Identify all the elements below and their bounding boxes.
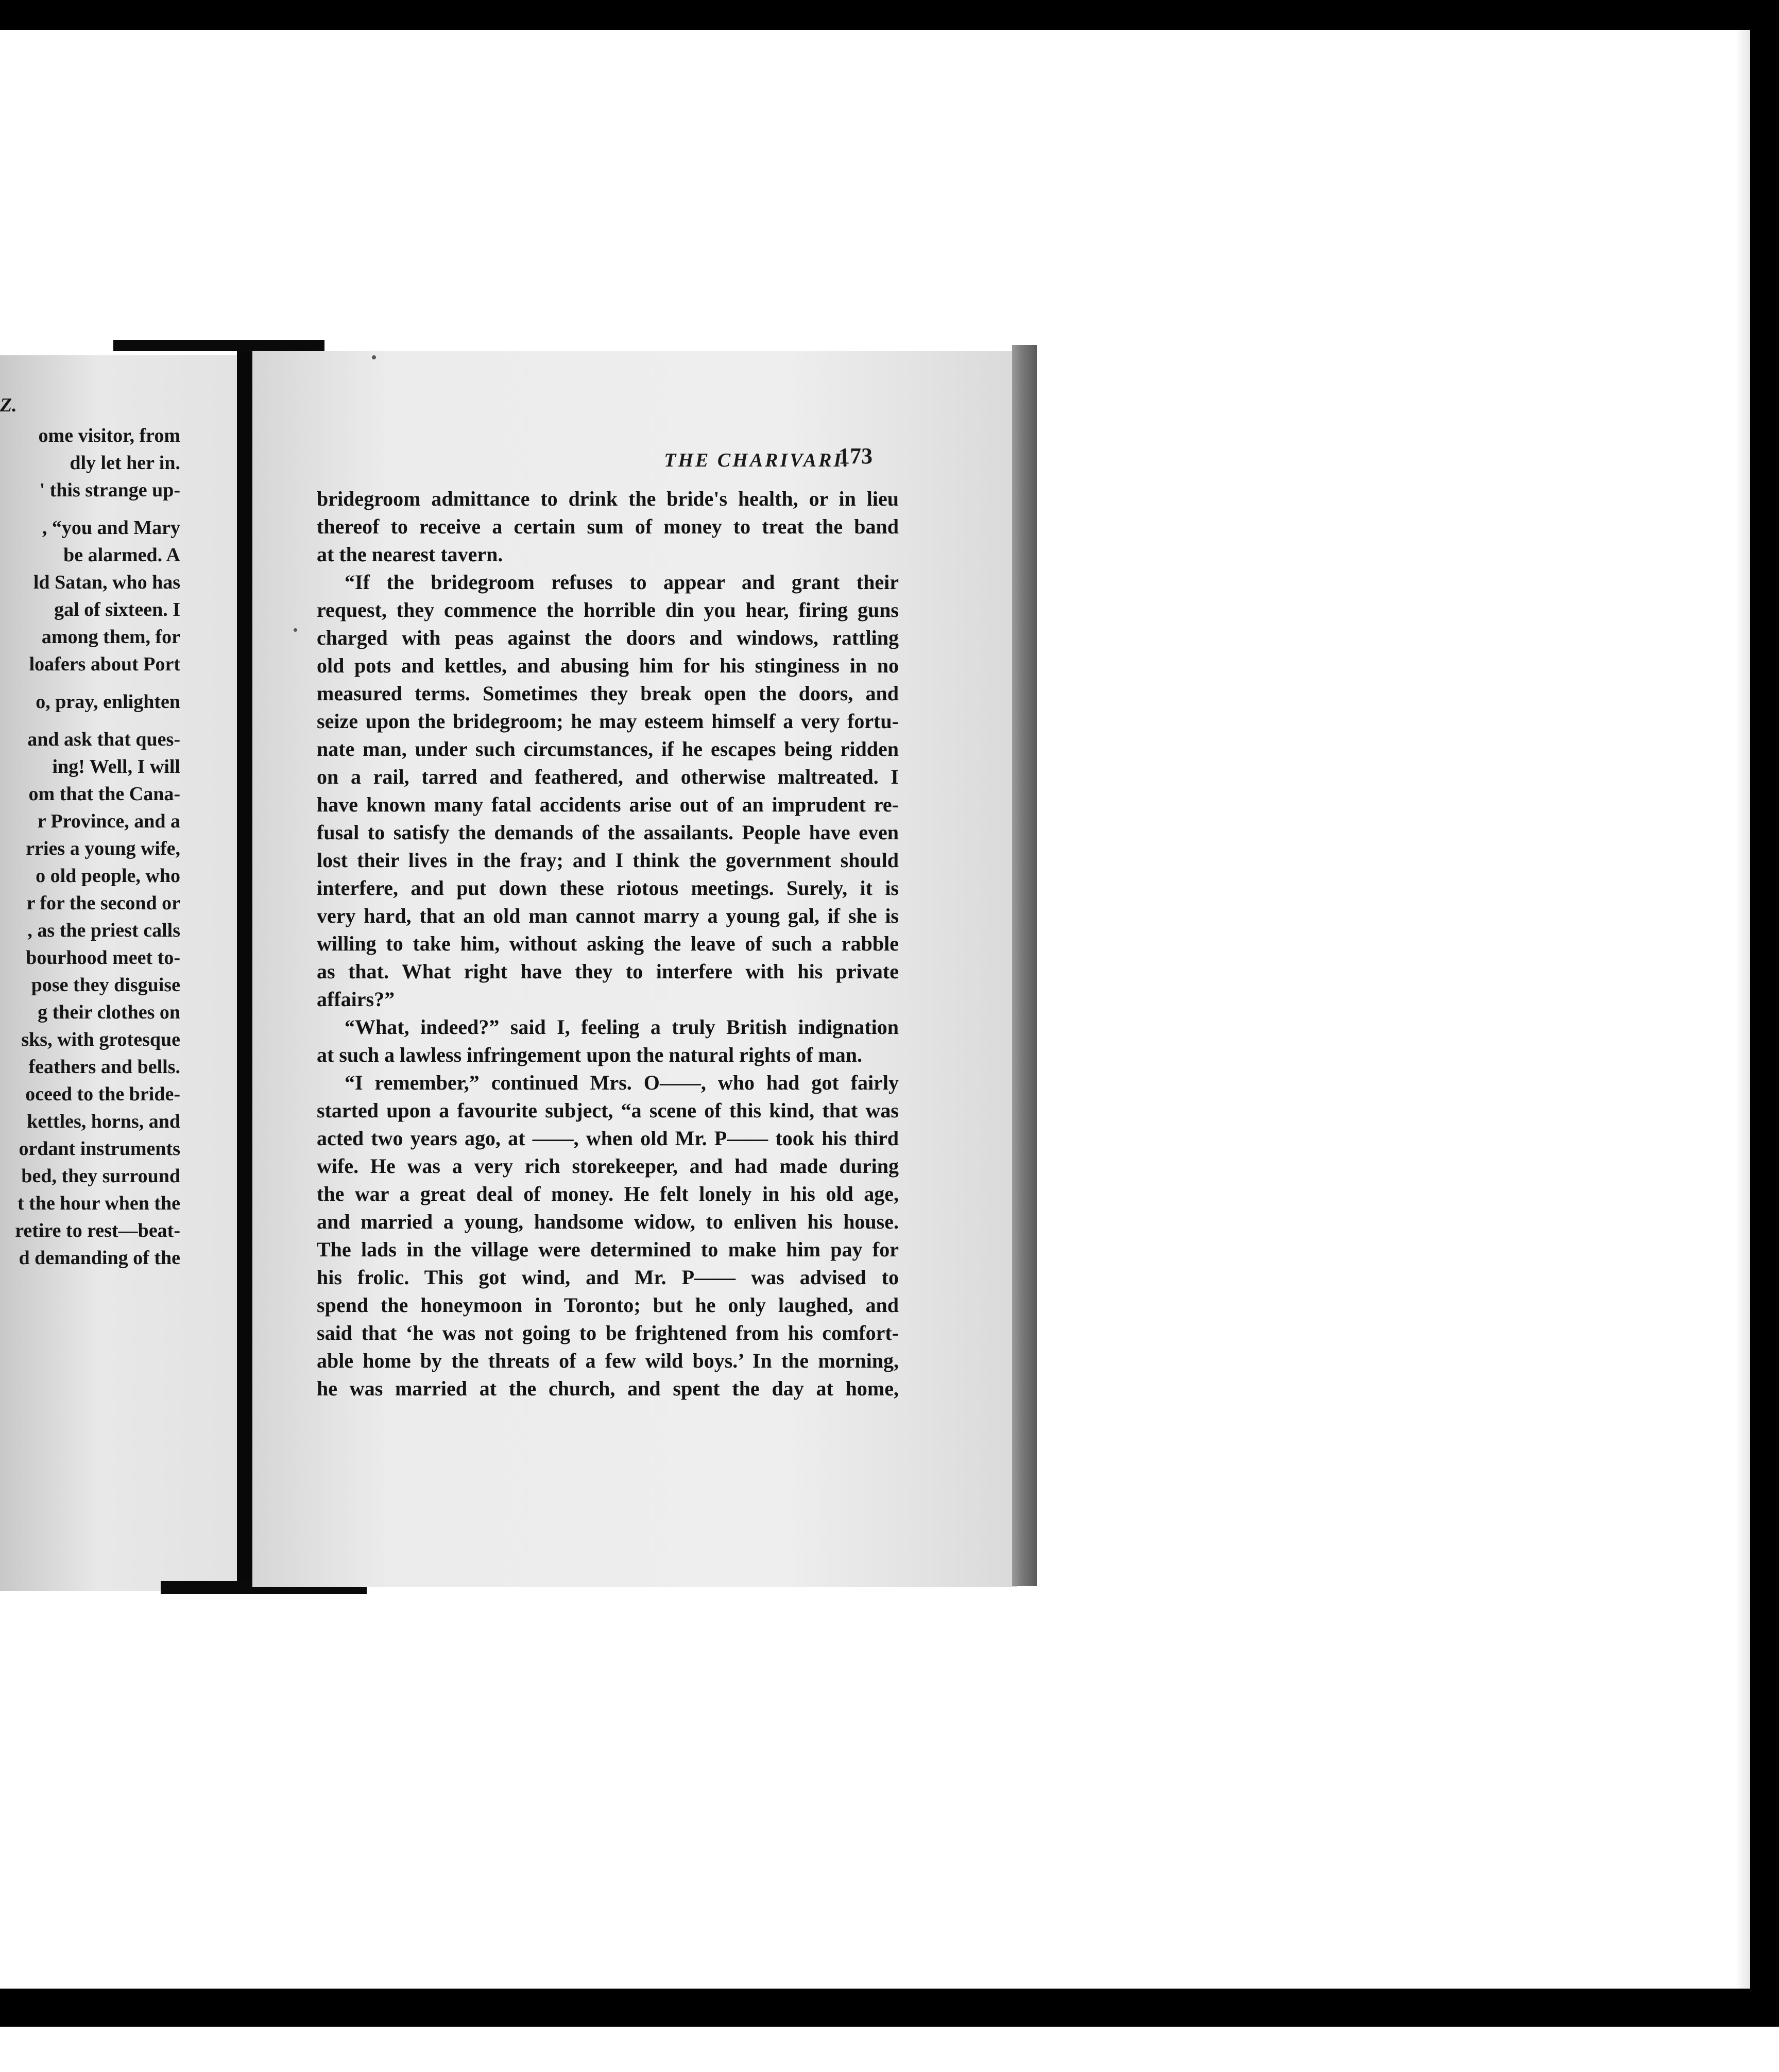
page-number: 173 bbox=[839, 443, 873, 469]
text-line: rries a young wife, bbox=[26, 838, 180, 859]
book-scan bbox=[0, 340, 1046, 1607]
text-line: , “you and Mary bbox=[42, 517, 180, 539]
page-edge bbox=[1012, 345, 1037, 1586]
text-line: among them, for bbox=[41, 626, 180, 648]
text-line: the war a great deal of money. He felt lonely in his old age, bbox=[317, 1182, 899, 1205]
page-body-text bbox=[317, 485, 899, 1403]
paragraph-gap bbox=[0, 678, 180, 688]
left-page bbox=[0, 355, 247, 1591]
left-page-text bbox=[0, 422, 180, 1272]
text-line: ing! Well, I will bbox=[52, 756, 180, 778]
text-line: retire to rest—beat- bbox=[15, 1220, 180, 1241]
text-line: seize upon the bridegroom; he may esteem himself a very fortu- bbox=[317, 710, 899, 733]
binding-clip-top bbox=[113, 340, 324, 351]
text-line: ' this strange up- bbox=[39, 479, 180, 501]
text-line: bridegroom admittance to drink the bride's health, or in lieu bbox=[317, 487, 899, 510]
scan-border-right bbox=[1750, 0, 1779, 2072]
text-line: be alarmed. A bbox=[63, 544, 180, 566]
text-line: gal of sixteen. I bbox=[54, 599, 180, 620]
text-line: and married a young, handsome widow, to enliven his house. bbox=[317, 1210, 899, 1233]
text-line: sks, with grotesque bbox=[21, 1029, 180, 1050]
text-line: willing to take him, without asking the leave of such a rabble bbox=[317, 932, 899, 955]
scan-margin-bottom bbox=[0, 2027, 1779, 2072]
left-running-head: Z. bbox=[0, 394, 17, 416]
right-page bbox=[252, 351, 1017, 1587]
gutter-clip bbox=[237, 350, 252, 1581]
text-line: at such a lawless infringement upon the natural rights of man. bbox=[317, 1043, 862, 1066]
text-line: spend the honeymoon in Toronto; but he only laughed, and bbox=[317, 1293, 899, 1317]
running-head: THE CHARIVARI. bbox=[664, 450, 850, 471]
text-line: interfere, and put down these riotous meetings. Surely, it is bbox=[317, 876, 899, 900]
text-line: o, pray, enlighten bbox=[36, 691, 180, 713]
paragraph-gap bbox=[0, 716, 180, 726]
text-line: have known many fatal accidents arise out of an imprudent re- bbox=[317, 793, 899, 816]
text-line: r for the second or bbox=[26, 892, 180, 914]
text-line: his frolic. This got wind, and Mr. P—— was advised to bbox=[317, 1266, 899, 1289]
text-line: om that the Cana- bbox=[28, 783, 180, 805]
text-line: pose they disguise bbox=[31, 974, 180, 996]
text-line: started upon a favourite subject, “a scene of this kind, that was bbox=[317, 1099, 899, 1122]
text-line: “What, indeed?” said I, feeling a truly British indignation bbox=[345, 1015, 899, 1039]
text-line: , as the priest calls bbox=[27, 920, 180, 941]
text-line: very hard, that an old man cannot marry a young gal, if she is bbox=[317, 904, 899, 927]
text-line: The lads in the village were determined to make him pay for bbox=[317, 1238, 899, 1261]
text-line: ld Satan, who has bbox=[33, 572, 180, 593]
text-line: g their clothes on bbox=[38, 1002, 180, 1023]
text-line: ordant instruments bbox=[19, 1138, 180, 1160]
text-line: charged with peas against the doors and windows, rattling bbox=[317, 626, 899, 649]
text-line: ome visitor, from bbox=[38, 425, 180, 446]
text-line: bourhood meet to- bbox=[26, 947, 180, 969]
scan-border-shadow bbox=[1736, 30, 1750, 1989]
text-line: d demanding of the bbox=[19, 1247, 180, 1269]
text-line: nate man, under such circumstances, if he escapes being ridden bbox=[317, 737, 899, 761]
scan-border-top bbox=[0, 0, 1779, 30]
scan-speck bbox=[294, 628, 297, 632]
text-line: at the nearest tavern. bbox=[317, 543, 503, 566]
text-line: o old people, who bbox=[36, 865, 180, 887]
text-line: r Province, and a bbox=[37, 810, 180, 832]
text-line: t the hour when the bbox=[18, 1193, 180, 1214]
scan-border-bottom bbox=[0, 1989, 1779, 2027]
text-line: affairs?” bbox=[317, 988, 395, 1011]
text-line: oceed to the bride- bbox=[25, 1083, 180, 1105]
text-line: measured terms. Sometimes they break open the doors, and bbox=[317, 682, 899, 705]
text-line: bed, they surround bbox=[21, 1165, 180, 1187]
paragraph-gap bbox=[0, 504, 180, 514]
text-line: old pots and kettles, and abusing him for his stinginess in no bbox=[317, 654, 899, 677]
text-line: feathers and bells. bbox=[28, 1056, 180, 1078]
text-line: “I remember,” continued Mrs. O——, who had got fairly bbox=[345, 1071, 899, 1094]
text-line: dly let her in. bbox=[70, 452, 180, 474]
text-line: as that. What right have they to interfere with his private bbox=[317, 960, 899, 983]
text-line: request, they commence the horrible din you hear, firing guns bbox=[317, 598, 899, 621]
text-line: able home by the threats of a few wild boys.’ In the morning, bbox=[317, 1349, 899, 1372]
text-line: kettles, horns, and bbox=[27, 1111, 180, 1132]
text-line: lost their lives in the fray; and I think the government should bbox=[317, 849, 899, 872]
text-line: “If the bridegroom refuses to appear and grant their bbox=[345, 571, 899, 594]
text-line: he was married at the church, and spent the day at home, bbox=[317, 1377, 899, 1400]
text-line: said that ‘he was not going to be frightened from his comfort- bbox=[317, 1321, 899, 1344]
text-line: thereof to receive a certain sum of money to treat the band bbox=[317, 515, 899, 538]
text-line: acted two years ago, at ——, when old Mr. P—— took his third bbox=[317, 1127, 899, 1150]
text-line: and ask that ques- bbox=[27, 729, 180, 750]
text-line: fusal to satisfy the demands of the assailants. People have even bbox=[317, 821, 899, 844]
text-line: wife. He was a very rich storekeeper, and had made during bbox=[317, 1154, 899, 1178]
scan-speck bbox=[372, 355, 376, 359]
text-line: loafers about Port bbox=[29, 653, 180, 675]
text-line: on a rail, tarred and feathered, and otherwise maltreated. I bbox=[317, 765, 899, 788]
